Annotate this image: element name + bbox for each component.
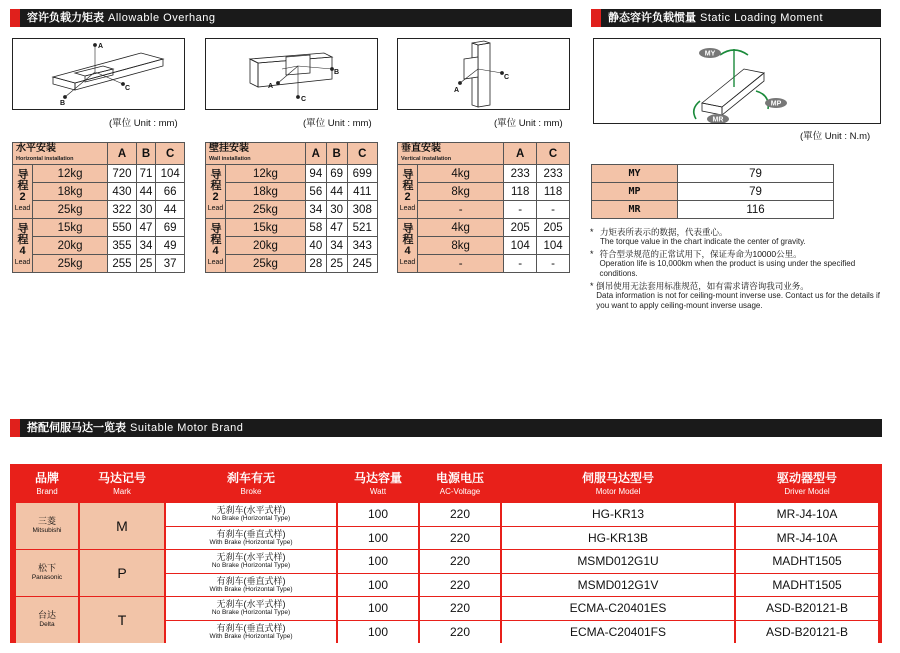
motor-title-cn: 搭配伺服马达一览表 bbox=[27, 422, 126, 434]
value-cell: 118 bbox=[504, 183, 537, 201]
brake-cell: 无刹车(水平式样) No Brake (Horizontal Type) bbox=[166, 503, 336, 526]
motor-model-cell: ECMA-C20401ES bbox=[502, 597, 734, 620]
value-cell: 47 bbox=[136, 219, 156, 237]
load-cell: 18kg bbox=[226, 183, 306, 201]
vertical-overhang-table bbox=[397, 142, 570, 273]
diagram-label-a: A bbox=[98, 43, 104, 50]
table-name-en: Vertical installation bbox=[401, 155, 452, 162]
lead-en: Lead bbox=[207, 204, 224, 212]
note-en: Operation life is 10,000km when the product is using under the specified conditions. bbox=[599, 259, 856, 278]
header-brake: 刹车有无 Broke bbox=[166, 468, 336, 502]
volt-cell: 220 bbox=[420, 574, 500, 597]
load-cell: 15kg bbox=[33, 219, 108, 237]
moment-value: 79 bbox=[678, 165, 834, 183]
value-cell: 25 bbox=[326, 255, 347, 273]
horizontal-install-diagram bbox=[12, 38, 185, 110]
diagram-label-b-wall: B bbox=[334, 69, 340, 76]
watt-cell: 100 bbox=[338, 621, 418, 644]
mr-badge bbox=[707, 114, 729, 123]
value-cell: 255 bbox=[108, 255, 137, 273]
value-cell: 245 bbox=[347, 255, 377, 273]
overhang-unit-3: (單位 Unit : mm) bbox=[494, 118, 563, 129]
col-a: A bbox=[504, 143, 537, 165]
mp-badge bbox=[765, 98, 787, 108]
value-cell: 355 bbox=[108, 237, 137, 255]
star-icon: * bbox=[590, 227, 594, 237]
volt-cell: 220 bbox=[420, 550, 500, 573]
lead-en: Lead bbox=[399, 204, 416, 212]
lead-value: 2 bbox=[19, 190, 26, 203]
moment-value: 116 bbox=[678, 201, 834, 219]
value-cell: 411 bbox=[347, 183, 377, 201]
static-title-cn: 静态容许负载惯量 bbox=[608, 12, 696, 24]
value-cell: 44 bbox=[326, 183, 347, 201]
vertical-install-diagram bbox=[397, 38, 570, 110]
star-icon: * bbox=[590, 281, 594, 291]
diagram-label-a-wall: A bbox=[268, 83, 274, 90]
value-cell: 233 bbox=[504, 165, 537, 183]
value-cell: 47 bbox=[326, 219, 347, 237]
brand-cell: 松下 Panasonic bbox=[16, 550, 78, 596]
overhang-unit-2: (單位 Unit : mm) bbox=[303, 118, 372, 129]
value-cell: - bbox=[537, 255, 570, 273]
table-name-cn: 壁挂安装 bbox=[209, 142, 249, 154]
lead-value: 2 bbox=[212, 190, 219, 203]
lead-label: 导程 bbox=[210, 168, 222, 192]
value-cell: 69 bbox=[156, 219, 185, 237]
value-cell: 30 bbox=[136, 201, 156, 219]
header-motor-model: 伺服马达型号 Motor Model bbox=[502, 468, 734, 502]
table-name-cn: 垂直安装 bbox=[401, 142, 441, 154]
value-cell: 104 bbox=[537, 237, 570, 255]
header-driver-model: 驱动器型号 Driver Model bbox=[736, 468, 878, 502]
horizontal-overhang-table bbox=[12, 142, 185, 273]
note-cn: 符合型录规范的正常试用下，保证寿命为10000公里。 bbox=[599, 249, 802, 259]
my-badge-text: MY bbox=[704, 50, 716, 58]
load-cell: 4kg bbox=[418, 165, 504, 183]
load-cell: 12kg bbox=[226, 165, 306, 183]
lead-en: Lead bbox=[207, 258, 224, 266]
col-a: A bbox=[108, 143, 137, 165]
value-cell: 34 bbox=[305, 201, 326, 219]
load-cell: 25kg bbox=[33, 255, 108, 273]
watt-cell: 100 bbox=[338, 503, 418, 526]
header-brand: 品牌 Brand bbox=[16, 468, 78, 502]
mp-badge-text: MP bbox=[770, 100, 782, 108]
lead-en: Lead bbox=[399, 258, 416, 266]
value-cell: 322 bbox=[108, 201, 137, 219]
mr-badge-text: MR bbox=[712, 116, 724, 123]
note-en: The torque value in the chart indicate the center of gravity. bbox=[600, 237, 806, 246]
value-cell: - bbox=[537, 201, 570, 219]
static-unit: (單位 Unit : N.m) bbox=[800, 131, 871, 142]
value-cell: 37 bbox=[156, 255, 185, 273]
value-cell: 66 bbox=[156, 183, 185, 201]
note-cn: 力矩表所表示的数据，代表重心。 bbox=[600, 227, 728, 237]
volt-cell: 220 bbox=[420, 503, 500, 526]
col-c: C bbox=[156, 143, 185, 165]
load-cell: 20kg bbox=[226, 237, 306, 255]
load-cell: 15kg bbox=[226, 219, 306, 237]
static-title-bar bbox=[591, 9, 881, 27]
driver-model-cell: ASD-B20121-B bbox=[736, 621, 878, 644]
moment-value: 79 bbox=[678, 183, 834, 201]
brand-cell: 台达 Delta bbox=[16, 597, 78, 643]
wall-overhang-table bbox=[205, 142, 378, 273]
table-name-cn: 水平安装 bbox=[16, 142, 56, 154]
load-cell: 8kg bbox=[418, 183, 504, 201]
lead-label: 导程 bbox=[210, 222, 222, 246]
value-cell: 205 bbox=[504, 219, 537, 237]
table-row bbox=[16, 550, 878, 573]
motor-title-en: Suitable Motor Brand bbox=[130, 422, 244, 434]
brake-cell: 无刹车(水平式样) No Brake (Horizontal Type) bbox=[166, 597, 336, 620]
mark-cell: P bbox=[80, 550, 164, 596]
brake-cell: 无刹车(水平式样) No Brake (Horizontal Type) bbox=[166, 550, 336, 573]
note-en: Data information is not for ceiling-mount inverse use. Contact us for the details if you want to apply ceiling-mount inverse usage. bbox=[596, 291, 880, 310]
lead-label: 导程 bbox=[402, 168, 414, 192]
value-cell: 308 bbox=[347, 201, 377, 219]
lead-label: 导程 bbox=[402, 222, 414, 246]
value-cell: 104 bbox=[156, 165, 185, 183]
value-cell: 58 bbox=[305, 219, 326, 237]
overhang-unit-1: (單位 Unit : mm) bbox=[109, 118, 178, 129]
brand-cell: 三菱 Mitsubishi bbox=[16, 503, 78, 549]
col-b: B bbox=[326, 143, 347, 165]
diagram-label-b: B bbox=[60, 100, 66, 107]
lead-value: 4 bbox=[212, 244, 219, 257]
load-cell: 25kg bbox=[33, 201, 108, 219]
moment-key: MY bbox=[592, 165, 678, 183]
load-cell: 4kg bbox=[418, 219, 504, 237]
star-icon: * bbox=[590, 249, 594, 259]
overhang-title-bar bbox=[10, 9, 572, 27]
static-notes bbox=[590, 227, 880, 313]
value-cell: 44 bbox=[136, 183, 156, 201]
header-watt: 马达容量 Watt bbox=[338, 468, 418, 502]
load-cell: - bbox=[418, 255, 504, 273]
table-row bbox=[16, 503, 878, 526]
value-cell: 69 bbox=[326, 165, 347, 183]
value-cell: 550 bbox=[108, 219, 137, 237]
value-cell: 104 bbox=[504, 237, 537, 255]
lead-en: Lead bbox=[14, 258, 31, 266]
header-mark: 马达记号 Mark bbox=[80, 468, 164, 502]
diagram-label-c: C bbox=[125, 85, 131, 92]
driver-model-cell: MR-J4-10A bbox=[736, 503, 878, 526]
watt-cell: 100 bbox=[338, 574, 418, 597]
value-cell: 521 bbox=[347, 219, 377, 237]
col-a: A bbox=[305, 143, 326, 165]
load-cell: 12kg bbox=[33, 165, 108, 183]
value-cell: 205 bbox=[537, 219, 570, 237]
load-cell: 18kg bbox=[33, 183, 108, 201]
mark-cell: M bbox=[80, 503, 164, 549]
value-cell: 49 bbox=[156, 237, 185, 255]
diagram-label-c-vert: C bbox=[504, 74, 510, 81]
value-cell: 343 bbox=[347, 237, 377, 255]
my-badge bbox=[699, 48, 721, 58]
watt-cell: 100 bbox=[338, 597, 418, 620]
value-cell: 430 bbox=[108, 183, 137, 201]
static-title-en: Static Loading Moment bbox=[700, 12, 824, 24]
value-cell: 40 bbox=[305, 237, 326, 255]
load-cell: - bbox=[418, 201, 504, 219]
motor-title-bar bbox=[10, 419, 882, 437]
motor-model-cell: HG-KR13B bbox=[502, 527, 734, 550]
lead-label: 导程 bbox=[17, 168, 29, 192]
col-c: C bbox=[347, 143, 377, 165]
value-cell: 34 bbox=[326, 237, 347, 255]
lead-value: 4 bbox=[404, 244, 411, 257]
lead-en: Lead bbox=[14, 204, 31, 212]
watt-cell: 100 bbox=[338, 550, 418, 573]
value-cell: 71 bbox=[136, 165, 156, 183]
volt-cell: 220 bbox=[420, 621, 500, 644]
moment-key: MR bbox=[592, 201, 678, 219]
value-cell: 25 bbox=[136, 255, 156, 273]
value-cell: 34 bbox=[136, 237, 156, 255]
value-cell: 699 bbox=[347, 165, 377, 183]
brake-cell: 有刹车(垂直式样) With Brake (Horizontal Type) bbox=[166, 621, 336, 644]
load-cell: 25kg bbox=[226, 201, 306, 219]
value-cell: 28 bbox=[305, 255, 326, 273]
static-moment-diagram bbox=[593, 38, 881, 124]
static-moment-table bbox=[591, 164, 834, 219]
value-cell: - bbox=[504, 255, 537, 273]
value-cell: 56 bbox=[305, 183, 326, 201]
diagram-label-a-vert: A bbox=[454, 87, 460, 94]
lead-value: 2 bbox=[404, 190, 411, 203]
driver-model-cell: MADHT1505 bbox=[736, 574, 878, 597]
moment-key: MP bbox=[592, 183, 678, 201]
value-cell: 94 bbox=[305, 165, 326, 183]
lead-value: 4 bbox=[19, 244, 26, 257]
note-item bbox=[590, 281, 880, 311]
driver-model-cell: ASD-B20121-B bbox=[736, 597, 878, 620]
motor-model-cell: MSMD012G1V bbox=[502, 574, 734, 597]
brake-cell: 有刹车(垂直式样) With Brake (Horizontal Type) bbox=[166, 527, 336, 550]
overhang-title-cn: 容许负载力矩表 bbox=[27, 12, 104, 24]
lead-label: 导程 bbox=[17, 222, 29, 246]
brake-cell: 有刹车(垂直式样) With Brake (Horizontal Type) bbox=[166, 574, 336, 597]
motor-model-cell: MSMD012G1U bbox=[502, 550, 734, 573]
note-item bbox=[590, 249, 880, 279]
note-cn: 倒吊使用无法套用标准规范，如有需求请咨询我司业务。 bbox=[596, 281, 809, 291]
value-cell: 30 bbox=[326, 201, 347, 219]
driver-model-cell: MADHT1505 bbox=[736, 550, 878, 573]
volt-cell: 220 bbox=[420, 597, 500, 620]
col-c: C bbox=[537, 143, 570, 165]
value-cell: 118 bbox=[537, 183, 570, 201]
load-cell: 8kg bbox=[418, 237, 504, 255]
diagram-label-c-wall: C bbox=[301, 96, 307, 103]
load-cell: 25kg bbox=[226, 255, 306, 273]
table-name-en: Horizontal installation bbox=[16, 155, 74, 162]
overhang-title-en: Allowable Overhang bbox=[108, 12, 216, 24]
motor-model-cell: ECMA-C20401FS bbox=[502, 621, 734, 644]
motor-model-cell: HG-KR13 bbox=[502, 503, 734, 526]
motor-table bbox=[14, 467, 880, 644]
value-cell: 720 bbox=[108, 165, 137, 183]
wall-install-diagram bbox=[205, 38, 378, 110]
load-cell: 20kg bbox=[33, 237, 108, 255]
header-voltage: 电源电压 AC-Voltage bbox=[420, 468, 500, 502]
volt-cell: 220 bbox=[420, 527, 500, 550]
table-row bbox=[16, 597, 878, 620]
driver-model-cell: MR-J4-10A bbox=[736, 527, 878, 550]
note-item bbox=[590, 227, 880, 247]
col-b: B bbox=[136, 143, 156, 165]
watt-cell: 100 bbox=[338, 527, 418, 550]
value-cell: 44 bbox=[156, 201, 185, 219]
value-cell: - bbox=[504, 201, 537, 219]
mark-cell: T bbox=[80, 597, 164, 643]
table-name-en: Wall installation bbox=[209, 155, 251, 162]
value-cell: 233 bbox=[537, 165, 570, 183]
